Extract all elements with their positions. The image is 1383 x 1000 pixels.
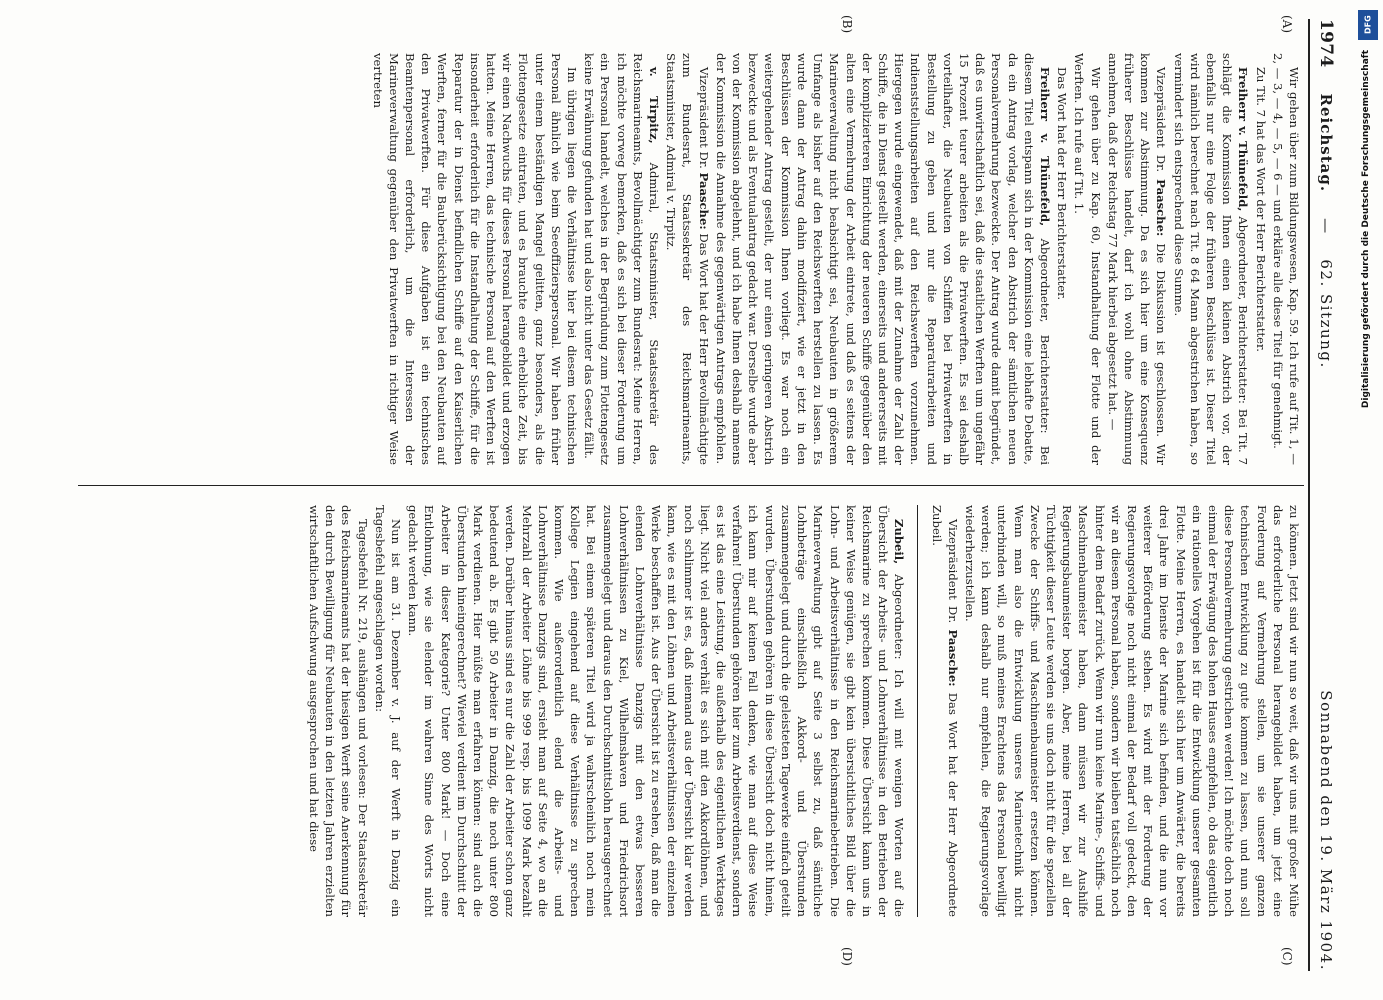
- speech-text: Admiral, Staatsminister, Staatssekretär des Reichsmarineamts, Bevollmächtigter zum Bundesrat: Meine Herren, ich möchte vorweg bemerken, daß es sich bei dieser Forderung um ein Personal handelt, welches in der Begründung zum Flottengesetz keine Erwähnung gefunden hat und also nicht unter das Gesetz fällt.: [582, 53, 662, 465]
- speaker-name: Paasche:: [1154, 179, 1169, 237]
- paragraph: Das Wort hat der Herr Berichterstatter.: [1055, 67, 1070, 301]
- speaker-name: Paasche:: [945, 629, 960, 687]
- speech-text: Das Wort hat der Herr Bevollmächtigte zum Bundesrat, Staatssekretär des Reichsmarineamts, Staatsminister, Admiral v. Tirpitz.: [664, 53, 711, 465]
- document-page: [54, 5, 1354, 985]
- paragraph: [1105, 53, 1170, 465]
- speech-text: Das Wort hat der Herr Abgeordnete Zubeil.: [929, 505, 960, 917]
- speaker-name: Paasche:: [696, 172, 711, 230]
- header-rule: [1308, 19, 1310, 971]
- paragraph: [663, 53, 712, 465]
- paragraph: Nun ist am 31. Dezember v. J. auf der Werft in Danzig ein Tagesbefehl angeschlagen worden:: [372, 505, 404, 917]
- margin-marker-c: (C): [1280, 947, 1294, 966]
- paragraph: [581, 53, 662, 465]
- header-separator: —: [1317, 218, 1335, 234]
- paragraph: [405, 505, 907, 917]
- paragraph: [713, 53, 1053, 465]
- speech-text: Die Diskussion ist geschlossen. Wir kommen zur Abstimmung. Da es sich hier um eine Konsequenz früherer Beschlüsse handelt, darf ich wohl ohne Abstimmung annehmen, daß der Reichstag 77 Mark hierbei abgesetzt hat. —: [1105, 53, 1169, 465]
- speaker-name: Freiherr v. Thünefeld,: [1037, 67, 1052, 227]
- digitization-credit: [1357, 10, 1381, 990]
- paragraph: zu können. Jetzt sind wir nun so weit, daß wir uns mit großer Mühe das erforderliche Personal herangebildet haben, um jetzt eine Forderung auf Vermehrung stellen, um sie unserer ganzen technischen Entwicklung zu gute kommen zu lassen, und nun soll diese Personalvermehrung gestrichen werden! Ich möchte doch noch einmal der Erwägung des hohen Hauses empfehlen, ob das eigentlich ein rationelles Vorgehen ist für die Entwicklung unserer gesamten Flotte. Meine Herren, es handelt sich hier um Anwärter, die bereits drei Jahre im Dienste der Marine sich befinden, und die nun vor weiterer Beförderung stehen. Es wird mit der Forderung der Regierungsvorlage noch nicht einmal der Bedarf voll gedeckt, den wir an diesem Personal haben, sondern wir bleiben tatsächlich noch hinter dem Bedarf zurück. Wenn wir nun keine Marine-, Schiffs- und Maschinenbaumeister haben, dann müssen wir zur Aushilfe Regierungsbaumeister borgen. Aber, meine Herren, bei all der Tüchtigkeit dieser Leute werden sie uns doch nicht für die speziellen Zwecke der Schiffs- und Maschinenbaumeister ersetzen können. Wenn man also die Entwicklung unseres Marinetechnik nicht unterbinden will, so muß meines Erachtens das Personal bewilligt werden; ich kann deshalb nur empfehlen, die Regierungsvorlage wiederherzustellen.: [962, 505, 1301, 917]
- speaker-name: Freiherr v. Thünefeld,: [1236, 67, 1251, 212]
- speaker-title: Vizepräsident Dr.: [1154, 67, 1169, 173]
- session-date: Sonnabend den 19. März 1904.: [1317, 690, 1335, 971]
- left-column: [84, 53, 1302, 465]
- paragraph: [928, 505, 960, 917]
- paragraph: Tagesbefehl Nr. 219, aushängen und vorlesen: Der Staatssekretär des Reichsmarineamts hat der hiesigen Werft seine Anerkennung für den durch Bewilligung für Neubauten in den letzten Jahren erzielten wirtschaftlichen Aufschwung ausgesprochen und hat diese: [307, 505, 370, 917]
- speaker-name: Zubeil,: [892, 519, 907, 565]
- dfg-logo: DFG: [1358, 10, 1378, 40]
- chamber-name: Reichstag.: [1317, 93, 1335, 193]
- credit-text: Digitalisierung gefördert durch die Deutsche Forschungsgemeinschaft: [1361, 50, 1371, 409]
- paragraph: Zu Tit. 7 hat das Wort der Herr Berichterstatter.: [1253, 67, 1268, 352]
- right-column: [84, 505, 1302, 917]
- paragraph: Im übrigen liegen die Verhältnisse hier bei diesem technischen Personal ähnlich wie beim Seeoffizierspersonal. Wir haben früher unter einem beständigen Mangel gelitten, ganz besonders, als die Flottengesetze eintraten, und es brauchte eine erhebliche Zeit, bis wir einen Nachwuchs für dieses Personal herangebildet und erzogen hatten. Meine Herren, das technische Personal auf den Werften ist insonderheit erforderlich für die Instandhaltung der Schiffe, für die Reparatur der in Dienst befindlichen Schiffe auf den Kaiserlichen Werften, ferner für die Bauberücksichtigung bei den Neubauten auf den Privatwerften. Für diese Aufgaben ist ein technisches Beamtenpersonal erforderlich, um die Interessen der Marineverwaltung gegenüber den Privatwerften in richtiger Weise vertreten: [370, 53, 580, 465]
- speaker-title: Vizepräsident Dr.: [696, 67, 711, 169]
- margin-marker-a: (A): [1280, 15, 1294, 34]
- margin-marker-b: (B): [840, 15, 854, 34]
- speech-text: Abgeordneter, Berichterstatter: Bei diesem Titel entspann sich in der Kommission eine lebhafte Debatte, da ein Antrag vorlag, welcher den Abstrich der sämtlichen neuen Personalvermehrung bezweckte. Der Antrag wurde damit begründet, daß es unwirtschaftlich sei, daß die staatlichen Werften um ungefähr 15 Prozent teurer arbeiten als die Privatwerften. Es sei deshalb vorteilhafter, die Neubauten von Schiffen bei Privatwerften in Bestellung zu geben und nur die Reparaturarbeiten und Indienststellungsarbeiten auf den Reichswerften vorzunehmen. Hiergegen wurde eingewendet, daß mit der Zunahme der Zahl der Schiffe, die in Dienst gestellt werden, einerseits und andererseits mit der komplizierteren Einrichtung der neueren Schiffe gegenüber den alten eine Vermehrung der Arbeit eintrete, und daß es seitens der Marineverwaltung nicht beabsichtigt sei, Neubauten in größerem Umfange als bisher auf den Reichswerften herstellen zu lassen. Es wurde dann der Antrag dahin modifiziert, wie er jetzt in den Beschlüssen der Kommission Ihnen vorliegt. Es war noch ein weitergehender Antrag gestellt, der nur einen geringeren Abstrich bezweckte und als Eventualantrag gedacht war. Derselbe wurde aber von der Kommission abgelehnt, und ich habe Ihnen deshalb namens der Kommission die Annahme des gegenwärtigen Antrags empfohlen.: [713, 53, 1052, 465]
- paragraph: Wir gehen über zu Kap. 60, Instandhaltung der Flotte und der Werften. Ich rufe auf Tit. 1.: [1072, 53, 1103, 465]
- section-rule: [917, 505, 918, 917]
- column-divider: [78, 485, 1304, 486]
- page-header: [1312, 19, 1340, 971]
- speech-text: Abgeordneter: Ich will mit wenigen Worten auf die Übersicht der Arbeits- und Lohnverhältnisse in den Betrieben der Reichsmarine zu sprechen kommen. Diese Übersicht kann uns in keiner Weise genügen, sie gibt kein übersichtliches Bild über die Lohn- und Arbeitsverhältnisse in den Reichsmarinebetrieben. Die Marineverwaltung gibt auf Seite 3 selbst zu, daß sämtliche Lohnbeträge einschließlich Akkord- und Überstunden zusammengelegt und durch die geleisteten Tagewerke einfach geteilt wurden. Überstunden gehören in diese Übersicht doch nicht hinein, ich kann mir auf keinen Fall denken, wie man auf diese Weise verfahren! Überstunden gehören hier zum Arbeitsverdienst, sondern es ist das eine Leistung, die außerhalb des eigentlichen Werktages liegt. Nicht viel anders verhält es sich mit den Akkordlöhnen, und noch schlimmer ist es, daß niemand aus der Übersicht klar werden kann, wie es mit den Löhnen und Arbeitsverhältnissen der einzelnen Werke beschaffen ist. Aus der Übersicht ist zu ersehen, daß man die elenden Lohnverhältnisse Danzigs mit den etwas besseren Lohnverhältnissen zu Kiel, Wilhelmshaven und Friedrichsort zusammengelegt und daraus den Durchschnittslohn herausgerechnet hat. Bei einem späteren Titel wird ja wahrscheinlich noch mein Kollege Legien eingehend auf diese Verhältnisse zu sprechen kommen. Wie außerordentlich elend die Arbeits- und Lohnverhältnisse Danzigs sind, ersieht man auf Seite 4, wo an die Mehrzahl der Arbeiter Löhne bis 999 resp. bis 1099 Mark bezahlt werden. Darüber hinaus sind es nur die Zahl der Arbeiter schon ganz bedeutend ab. Es gibt 50 Arbeiter in Danzig, die noch unter 800 Mark verdienen. Hier müßte man erfahren können: sind auch die Überstunden hineingerechnet? Wieviel verdient im Durchschnitt der Arbeiter in dieser Kategorie? Unter 800 Mark! — Doch eine Entlohnung, wie sie elender im wahren Sinne des Worts nicht gedacht werden kann.: [406, 505, 907, 917]
- speech-text: Abgeordneter, Berichterstatter: Bei Tit. 7 schlägt die Kommission Ihnen einen kleinen Abstrich vor, der ebenfalls nur eine Folge der früheren Beschlüsse ist. Dieser Titel wird nämlich berechnet nach Tit. 8 64 Mann abgestrichen haben, so vermindert sich entsprechend diese Summe.: [1171, 53, 1251, 465]
- margin-marker-d: (D): [840, 947, 854, 966]
- speaker-name: v. Tirpitz,: [647, 67, 662, 144]
- paragraph: [1170, 53, 1251, 465]
- page-number: 1974: [1316, 19, 1336, 68]
- paragraph: Wir gehen über zum Bildungswesen, Kap. 59. Ich rufe auf Tit. 1, — 2, — 3, — 4, — 5, — 6 — und erkläre alle diese Titel für genehmigt.: [1270, 53, 1301, 465]
- speaker-title: Vizepräsident Dr.: [945, 519, 960, 624]
- session-label: 62. Sitzung.: [1317, 259, 1335, 369]
